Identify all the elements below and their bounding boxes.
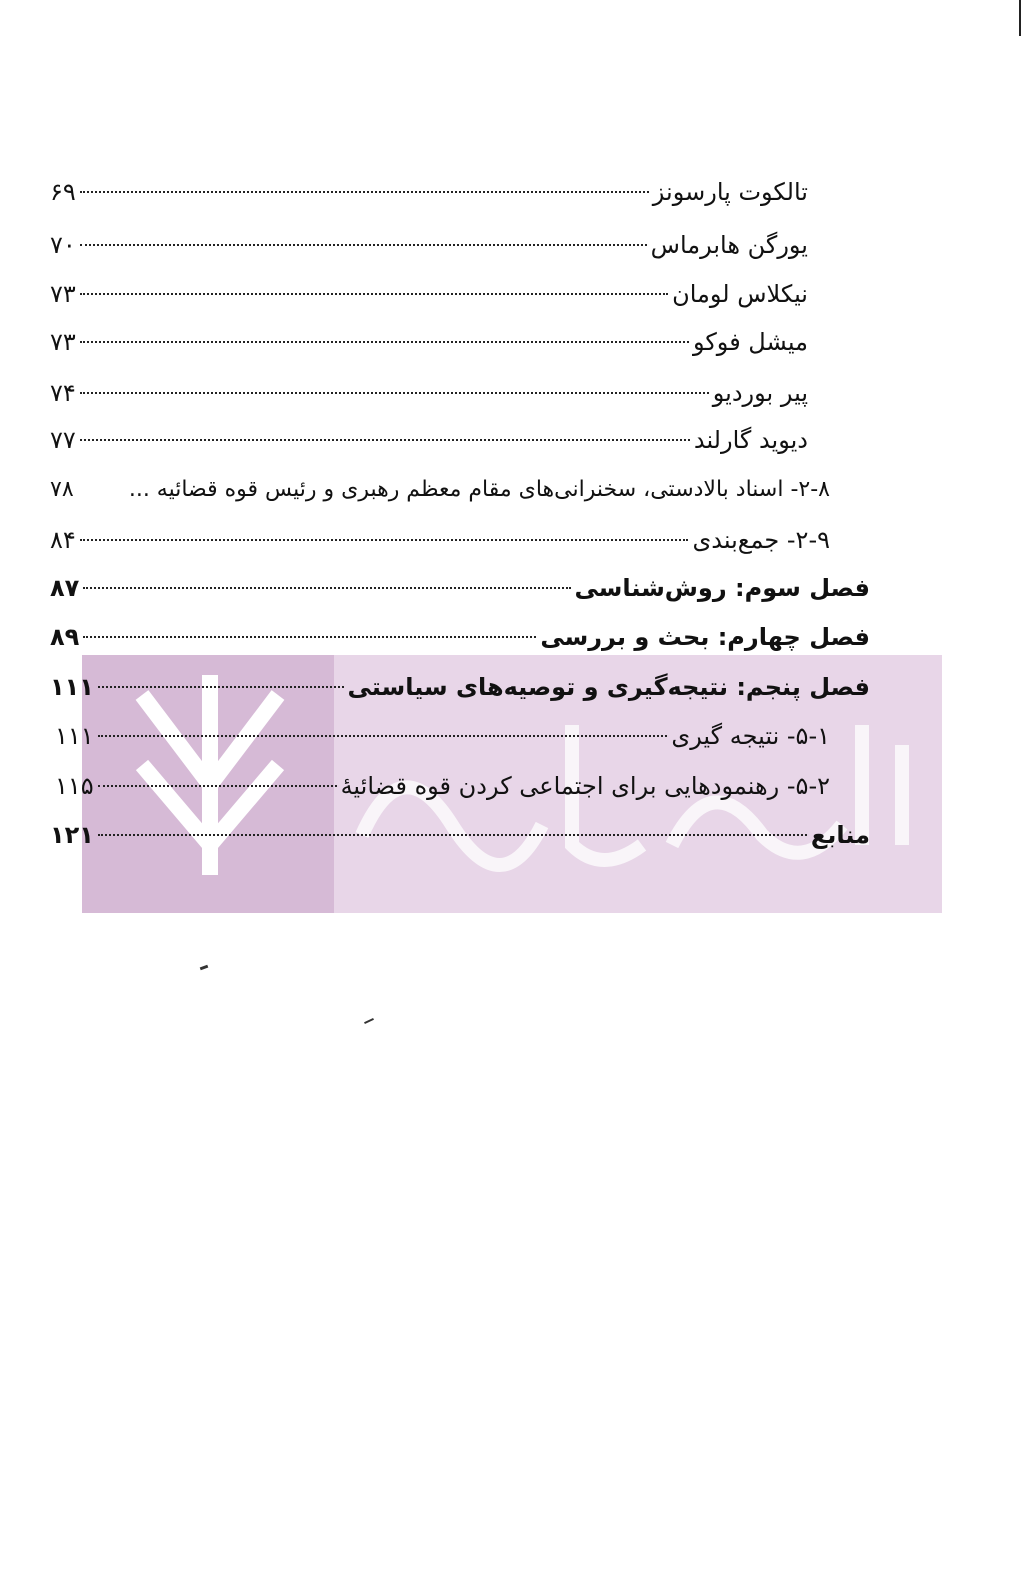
toc-entry xyxy=(50,470,830,510)
toc-entry xyxy=(50,274,808,314)
toc-dot-leader xyxy=(80,191,649,193)
toc-dot-leader xyxy=(98,686,344,688)
toc-dot-leader xyxy=(98,834,807,836)
toc-entry xyxy=(50,322,808,362)
toc-entry-page: ۸۷ xyxy=(50,574,80,602)
toc-entry-title: فصل سوم: روش‌شناسی xyxy=(574,574,870,602)
toc-entry-page: ۷۴ xyxy=(50,379,76,407)
toc-entry-page: ۱۱۵ xyxy=(55,772,94,800)
toc-entry-page: ۷۳ xyxy=(50,280,76,308)
toc-entry xyxy=(50,172,808,212)
toc-entry-title: پیر بوردیو xyxy=(712,379,808,407)
toc-dot-leader xyxy=(80,539,689,541)
toc-dot-leader xyxy=(80,293,668,295)
toc-entry-title: منابع xyxy=(810,821,870,849)
toc-entry xyxy=(55,716,830,756)
toc-entry-title: فصل چهارم: بحث و بررسی xyxy=(540,623,870,651)
toc-dot-leader xyxy=(80,341,689,343)
toc-entry-title: ۵-۲- رهنمودهایی برای اجتماعی کردن قوه قضائیهٔ xyxy=(340,772,830,800)
toc-dot-leader xyxy=(80,439,690,441)
toc-dot-leader xyxy=(98,785,337,787)
toc-entry-page: ۷۸ xyxy=(50,477,74,502)
toc-entry-title: فصل پنجم: نتیجه‌گیری و توصیه‌های سیاستی xyxy=(347,673,870,701)
toc-entry-title: دیوید گارلند xyxy=(693,426,808,454)
toc-chapter xyxy=(50,815,870,855)
toc-entry-page: ۱۱۱ xyxy=(50,673,94,701)
toc-entry-title: ۵-۱- نتیجه گیری xyxy=(671,722,830,750)
toc-entry xyxy=(50,520,830,560)
toc-entry-title: نیکلاس لومان xyxy=(672,280,808,308)
toc-entry xyxy=(55,766,830,806)
toc-entry-page: ۶۹ xyxy=(50,178,76,206)
toc-dot-leader xyxy=(80,392,709,394)
toc-dot-leader xyxy=(98,735,668,737)
toc-entry-page: ۷۰ xyxy=(50,231,76,259)
toc-entry-title: یورگن هابرماس xyxy=(650,231,808,259)
toc-dot-leader xyxy=(83,587,570,589)
toc-entry-page: ۱۱۱ xyxy=(55,722,94,750)
toc-entry-title: تالکوت پارسونز xyxy=(652,178,808,206)
toc-entry xyxy=(50,225,808,265)
toc-entry-page: ۷۳ xyxy=(50,328,76,356)
toc-entry-page: ۷۷ xyxy=(50,426,76,454)
toc-chapter xyxy=(50,568,870,608)
toc-entry-page: ۸۴ xyxy=(50,526,76,554)
toc-dot-leader xyxy=(83,636,536,638)
toc-entry-page: ۱۲۱ xyxy=(50,821,94,849)
stray-ink-mark xyxy=(200,965,209,971)
toc-entry xyxy=(50,420,808,460)
toc-entry xyxy=(50,373,808,413)
stray-ink-mark xyxy=(364,1018,374,1024)
toc-chapter xyxy=(50,617,870,657)
toc-entry-title: ۲-۸- اسناد بالادستی، سخنرانی‌های مقام معظم رهبری و رئیس قوه قضائیه ... xyxy=(128,477,830,502)
toc-entry-page: ۸۹ xyxy=(50,623,80,651)
toc-dot-leader xyxy=(80,244,647,246)
page-edge-mark xyxy=(1019,0,1021,36)
toc-entry-title: ۲-۹- جمع‌بندی xyxy=(692,526,830,554)
toc-chapter xyxy=(50,667,870,707)
toc-entry-title: میشل فوکو xyxy=(692,328,808,356)
